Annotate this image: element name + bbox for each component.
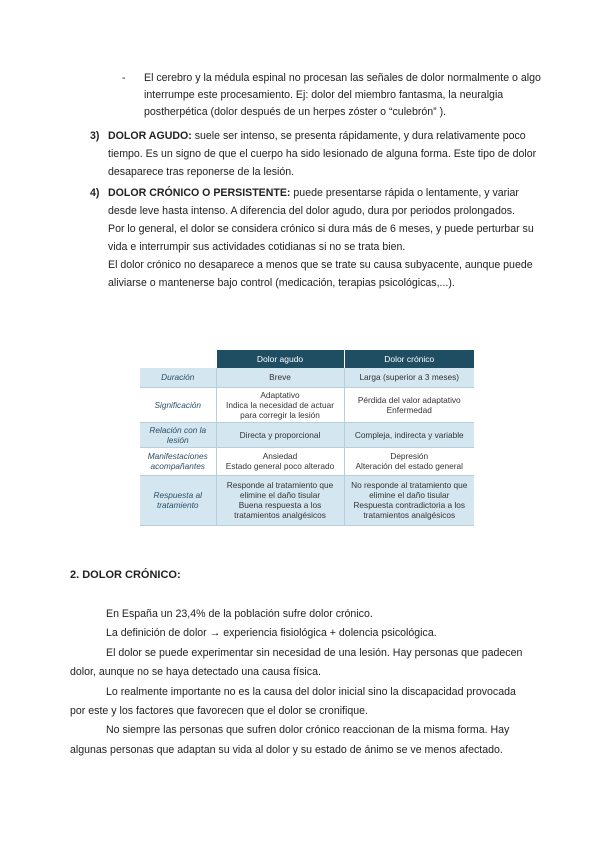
paragraph	[70, 605, 532, 624]
item-text: suele ser intenso, se presenta rápidamente, y dura relativamente poco tiempo. Es un signo de que el cuerpo ha sido lesionado de alguna forma. Este tipo de dolor desaparece tras reponerse de la lesión.	[108, 130, 537, 178]
paragraph-text: No siempre las personas que sufren dolor crónico reaccionan de la misma forma. Hay algunas personas que adaptan su vida al dolor y su estado de ánimo se ve menos afectado.	[70, 724, 510, 756]
paragraph-text: El dolor se puede experimentar sin necesidad de una lesión. Hay personas que padecen dolor, aunque no se haya detectado una causa física.	[70, 646, 523, 679]
table-cell: Ansiedad Estado general poco alterado	[216, 447, 344, 475]
section-body	[70, 605, 532, 760]
table-cell: Breve	[216, 368, 344, 387]
table-row	[140, 368, 474, 387]
table-header-cell: Dolor agudo	[216, 350, 344, 368]
table-cell: Depresión Alteración del estado general	[344, 447, 474, 475]
item-extra-paragraph: Por lo general, el dolor se considera crónico si dura más de 6 meses, y puede perturbar su vida e interrumpir sus actividades cotidianas si no se trata bien.	[108, 223, 534, 253]
table-cell: Directa y proporcional	[216, 422, 344, 447]
paragraph	[70, 624, 532, 643]
section-title: 2. DOLOR CRÓNICO:	[70, 569, 181, 581]
item-extra-paragraph: El dolor crónico no desaparece a menos que se trate su causa subyacente, aunque puede aliviarse o mantenerse bajo control (medicación, terapias psicológicas,...).	[108, 259, 533, 289]
table-header-row	[140, 350, 474, 368]
table-header-cell: Dolor crónico	[344, 350, 474, 368]
list-item-dolor-cronico	[90, 184, 550, 292]
paragraph-text: La definición de dolor → experiencia fisiológica + dolencia psicológica.	[106, 627, 437, 640]
table-cell: Pérdida del valor adaptativo Enfermedad	[344, 387, 474, 422]
table-row-header: Significación	[140, 387, 216, 422]
table-cell: Adaptativo Indica la necesidad de actuar para corregir la lesión	[216, 387, 344, 422]
dash-bullet: -	[122, 72, 126, 84]
comparison-table	[140, 350, 474, 526]
dash-list-item	[122, 70, 542, 122]
table-row	[140, 475, 474, 525]
paragraph-text: En España un 23,4% de la población sufre dolor crónico.	[106, 608, 373, 620]
item-text: puede presentarse rápida o lentamente, y variar desde leve hasta intenso. A diferencia del dolor agudo, dura por periodos prolongados.	[108, 187, 519, 217]
table-row-header: Manifestaciones acompañantes	[140, 447, 216, 475]
table-row	[140, 422, 474, 447]
table-row-header: Duración	[140, 368, 216, 387]
item-heading: DOLOR CRÓNICO O PERSISTENTE:	[108, 187, 291, 199]
paragraph	[70, 683, 532, 722]
table-row-header: Relación con la lesión	[140, 422, 216, 447]
table-row	[140, 447, 474, 475]
paragraph	[70, 644, 532, 683]
table-cell: Larga (superior a 3 meses)	[344, 368, 474, 387]
table-cell: Responde al tratamiento que elimine el daño tisular Buena respuesta a los tratamientos analgésicos	[216, 475, 344, 525]
dash-item-text: El cerebro y la médula espinal no procesan las señales de dolor normalmente o algo interrumpe este procesamiento. Ej: dolor del miembro fantasma, la neuralgia postherpética (dolor después de un herpes zóster o “culebrón” ).	[144, 72, 541, 119]
item-number: 4)	[90, 187, 100, 199]
paragraph	[70, 721, 532, 760]
table-cell: Compleja, indirecta y variable	[344, 422, 474, 447]
table-row	[140, 387, 474, 422]
paragraph-text: Lo realmente importante no es la causa del dolor inicial sino la discapacidad provocada por este y los factores que favorecen que el dolor se cronifique.	[70, 685, 516, 718]
item-heading: DOLOR AGUDO:	[108, 130, 192, 142]
list-item-dolor-agudo	[90, 127, 550, 181]
table-corner	[140, 350, 216, 368]
item-number: 3)	[90, 130, 100, 142]
table-row-header: Respuesta al tratamiento	[140, 475, 216, 525]
table-cell: No responde al tratamiento que elimine el daño tisular Respuesta contradictoria a los tratamientos analgésicos	[344, 475, 474, 525]
